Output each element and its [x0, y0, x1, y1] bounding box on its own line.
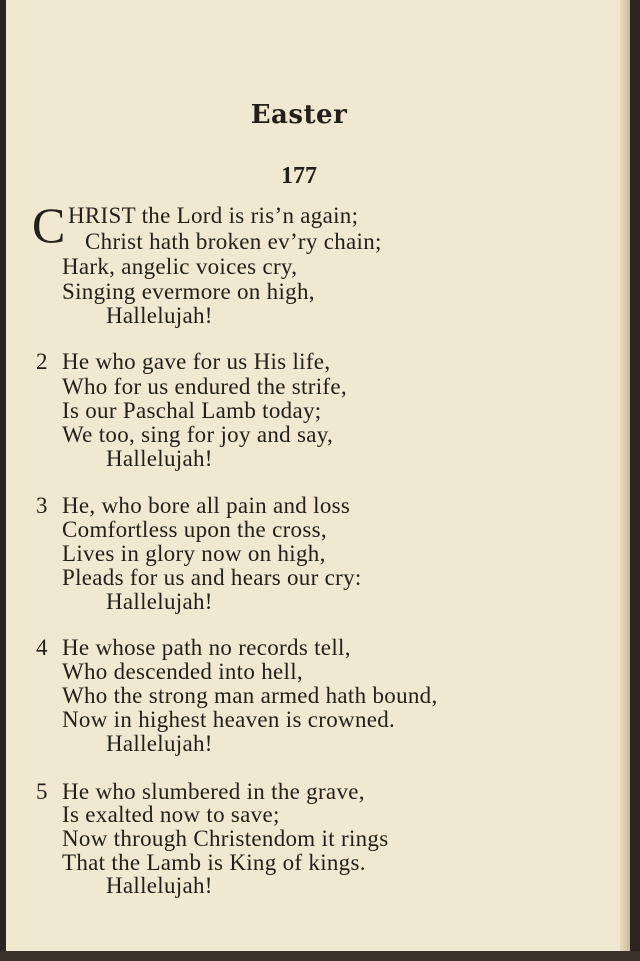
verse-number: 4 — [36, 635, 48, 660]
verse-refrain: Hallelujah! — [106, 873, 213, 898]
verse-line: Who the strong man armed hath bound, — [62, 683, 438, 708]
page-edge — [620, 0, 630, 951]
hymn-number: 177 — [281, 163, 317, 189]
verse-number: 5 — [36, 779, 48, 804]
verse-refrain: Hallelujah! — [106, 589, 213, 614]
verse-line: He whose path no records tell, — [62, 635, 351, 660]
verse-line: Is our Paschal Lamb today; — [62, 398, 322, 423]
verse-line: Comfortless upon the cross, — [62, 517, 327, 542]
verse-line: Is exalted now to save; — [62, 802, 280, 827]
verse-number: 3 — [36, 493, 48, 518]
scan-border — [0, 951, 640, 961]
verse-line: We too, sing for joy and say, — [62, 422, 334, 447]
verse-line: Who for us endured the strife, — [62, 374, 347, 399]
verse-line: HRIST the Lord is ris’n again; — [68, 203, 359, 228]
hymnal-page — [6, 0, 630, 951]
verse-line: Lives in glory now on high, — [62, 541, 326, 566]
section-title: Easter — [250, 100, 348, 130]
verse-line: That the Lamb is King of kings. — [62, 850, 366, 875]
verse-line: Christ hath broken ev’ry chain; — [85, 229, 382, 254]
drop-cap: C — [32, 197, 66, 253]
verse-refrain: Hallelujah! — [106, 731, 213, 756]
verse-line: Pleads for us and hears our cry: — [62, 565, 362, 590]
verse-line: He who slumbered in the grave, — [62, 779, 365, 804]
verse-line: He, who bore all pain and loss — [62, 493, 351, 518]
verse-line: Who descended into hell, — [62, 659, 303, 684]
verse-line: Now in highest heaven is crowned. — [62, 707, 396, 732]
verse-refrain: Hallelujah! — [106, 446, 213, 471]
verse-line: Singing evermore on high, — [62, 279, 315, 304]
verse-line: Hark, angelic voices cry, — [62, 254, 298, 279]
verse-number: 2 — [36, 349, 48, 374]
verse-refrain: Hallelujah! — [106, 303, 213, 328]
verse-line: Now through Christendom it rings — [62, 826, 389, 851]
verse-line: He who gave for us His life, — [62, 349, 331, 374]
